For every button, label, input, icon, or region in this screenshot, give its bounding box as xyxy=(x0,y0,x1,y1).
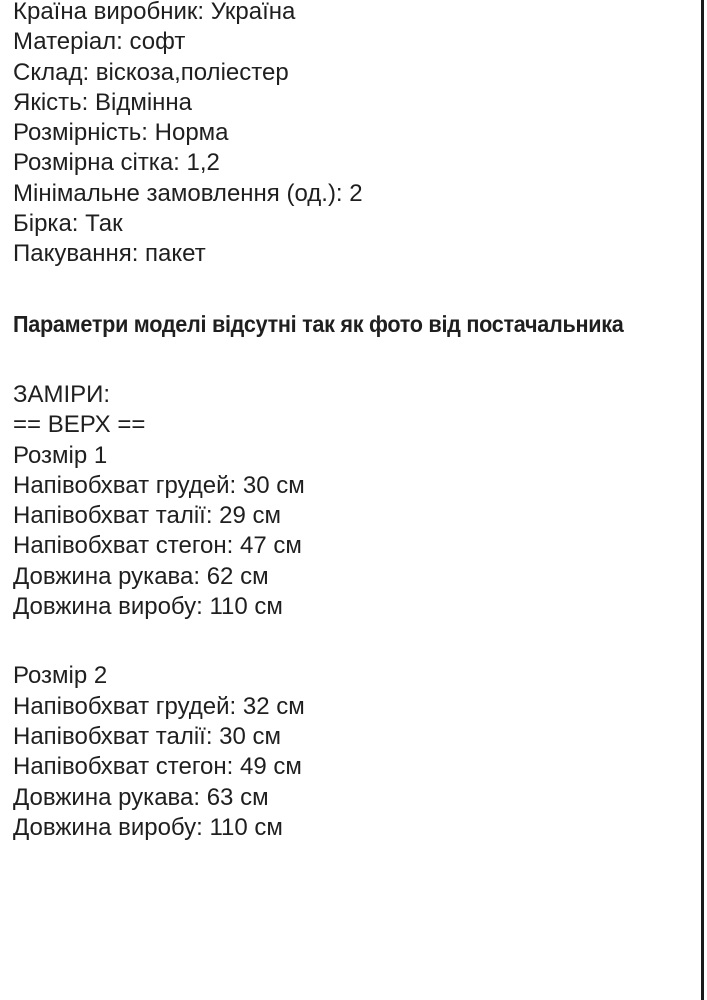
measurements-section-top: == ВЕРХ == xyxy=(13,411,146,439)
size-2-chest: Напівобхват грудей: 32 см xyxy=(13,692,305,720)
measurements-heading: ЗАМІРИ: xyxy=(13,380,111,408)
measurements-size-2-block xyxy=(13,661,683,843)
attribute-country: Країна виробник: Україна xyxy=(13,0,296,25)
attribute-min-order: Мінімальне замовлення (од.): 2 xyxy=(13,179,363,207)
attribute-packaging: Пакування: пакет xyxy=(13,240,206,268)
attribute-tag: Бірка: Так xyxy=(13,210,123,238)
size-1-waist: Напівобхват талії: 29 см xyxy=(13,502,282,530)
right-edge-border xyxy=(701,0,704,1000)
size-2-waist: Напівобхват талії: 30 см xyxy=(13,722,282,750)
attribute-composition: Склад: віскоза,поліестер xyxy=(13,58,289,86)
attribute-material: Матеріал: софт xyxy=(13,28,186,56)
supplier-photo-note xyxy=(13,309,683,340)
measurements-size-1-block xyxy=(13,380,683,622)
size-1-item-length: Довжина виробу: 110 см xyxy=(13,593,283,621)
size-2-sleeve-length: Довжина рукава: 63 см xyxy=(13,783,269,811)
size-2-hips: Напівобхват стегон: 49 см xyxy=(13,753,302,781)
size-2-item-length: Довжина виробу: 110 см xyxy=(13,813,283,841)
supplier-photo-note-text: Параметри моделі відсутні так як фото від постачальника xyxy=(13,310,624,337)
size-1-label: Розмір 1 xyxy=(13,441,108,469)
size-1-chest: Напівобхват грудей: 30 см xyxy=(13,471,305,499)
product-attributes-block xyxy=(13,0,683,270)
attribute-size-grid: Розмірна сітка: 1,2 xyxy=(13,149,220,177)
size-1-sleeve-length: Довжина рукава: 62 см xyxy=(13,562,269,590)
attribute-quality: Якість: Відмінна xyxy=(13,88,193,116)
attribute-sizing: Розмірність: Норма xyxy=(13,119,229,147)
product-description-text xyxy=(13,0,683,843)
size-1-hips: Напівобхват стегон: 47 см xyxy=(13,532,302,560)
size-2-label: Розмір 2 xyxy=(13,662,108,690)
